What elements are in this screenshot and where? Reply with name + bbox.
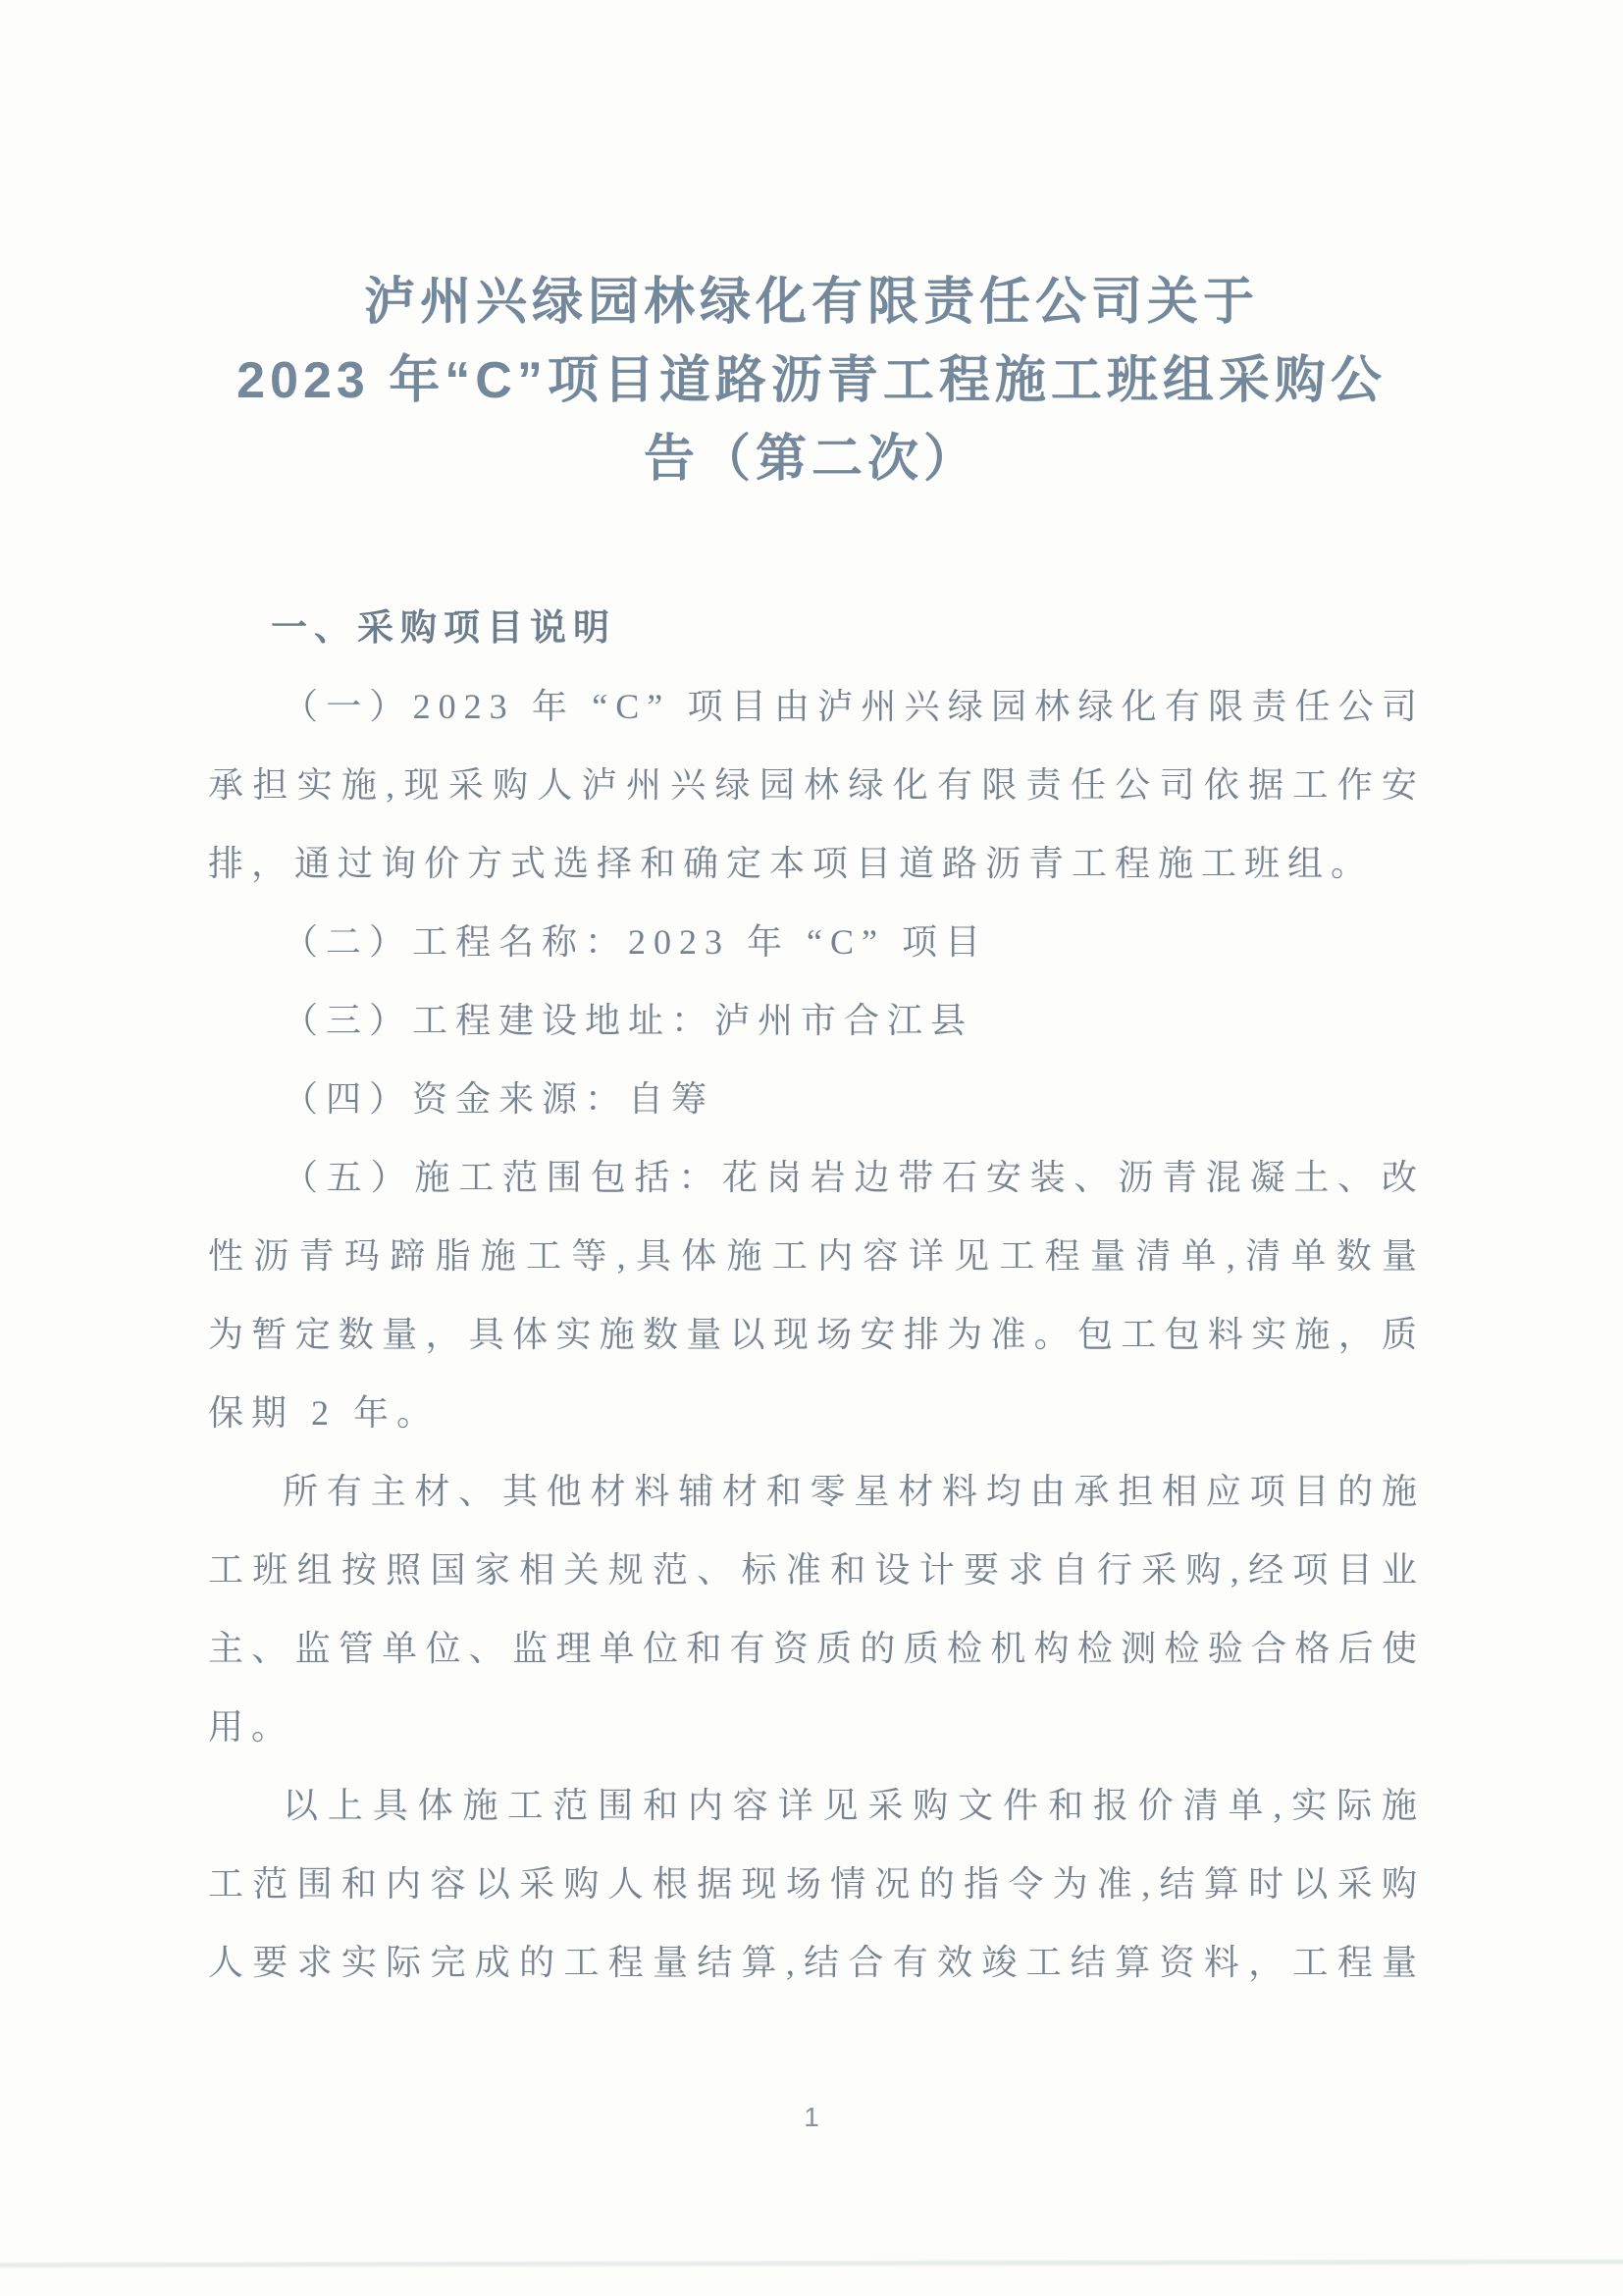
title-line-3: 告（第二次） [643, 431, 979, 488]
body-line: 为暂定数量，具体实施数量以现场安排为准。包工包料实施，质 [208, 1315, 1425, 1354]
body-line: 承担实施,现采购人泸州兴绿园林绿化有限责任公司依据工作安 [208, 765, 1425, 805]
page-number: 1 [804, 2102, 819, 2132]
document-body [208, 589, 1425, 2002]
body-line: 用。 [208, 1707, 295, 1747]
document-title [203, 263, 1420, 498]
body-line: 排，通过询价方式选择和确定本项目道路沥青工程施工班组。 [208, 844, 1375, 883]
body-line: 人要求实际完成的工程量结算,结合有效竣工结算资料，工程量 [208, 1943, 1425, 1982]
body-line: 主、监管单位、监理单位和有资质的质检机构检测检验合格后使 [208, 1629, 1425, 1668]
body-line: 性沥青玛蹄脂施工等,具体施工内容详见工程量清单,清单数量 [208, 1236, 1425, 1276]
body-line: （二）工程名称：2023 年 “C” 项目 [283, 922, 988, 962]
body-line: （四）资金来源：自筹 [283, 1079, 715, 1119]
body-line: 工范围和内容以采购人根据现场情况的指令为准,结算时以采购 [208, 1864, 1425, 1904]
body-line: 工班组按照国家相关规范、标准和设计要求自行采购,经项目业 [208, 1550, 1425, 1590]
scan-edge-line [0, 2259, 1623, 2268]
body-line: （五）施工范围包括：花岗岩边带石安装、沥青混凝土、改 [283, 1158, 1425, 1197]
body-line: 所有主材、其他材料辅材和零星材料均由承担相应项目的施 [283, 1472, 1425, 1511]
title-line-1: 泸州兴绿园林绿化有限责任公司关于 [363, 274, 1259, 331]
body-line: 以上具体施工范围和内容详见采购文件和报价清单,实际施 [283, 1786, 1425, 1825]
section-heading: 一、采购项目说明 [271, 607, 616, 648]
title-line-2: 2023 年“C”项目道路沥青工程施工班组采购公 [236, 352, 1387, 409]
body-line: （一）2023 年 “C” 项目由泸州兴绿园林绿化有限责任公司 [283, 687, 1425, 726]
body-line: （三）工程建设地址：泸州市合江县 [283, 1001, 974, 1040]
body-line: 保期 2 年。 [208, 1393, 441, 1433]
